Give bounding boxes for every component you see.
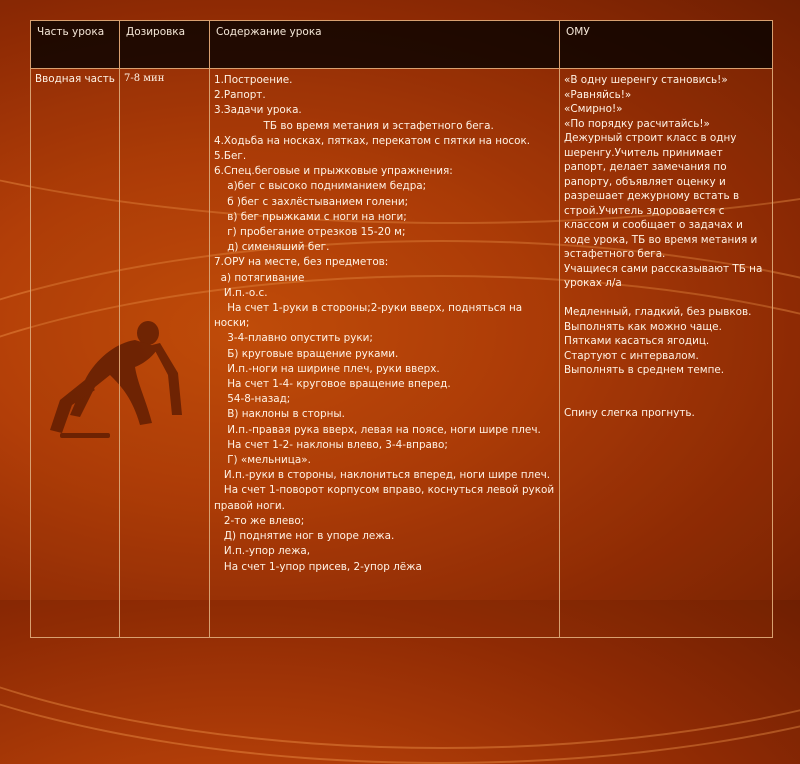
content-line: И.п.-о.с. xyxy=(214,286,268,299)
content-line: Б) круговые вращение руками. xyxy=(214,347,399,360)
content-line: Г) «мельница». xyxy=(214,454,311,467)
content-line: 6.Спец.беговые и прыжковые упражнения: xyxy=(214,165,453,178)
content-line: На счет 1-4- круговое вращение вперед. xyxy=(214,378,451,391)
table-row xyxy=(31,69,773,638)
content-line: На счет 1-руки в стороны;2-руки вверх, подняться на носки; xyxy=(214,302,526,330)
omu-command: «В одну шеренгу становись!» xyxy=(564,74,728,86)
content-line: 3.Задачи урока. xyxy=(214,104,302,117)
table-header-row xyxy=(31,21,773,69)
content-line: Д) поднятие ног в упоре лежа. xyxy=(214,530,395,543)
content-line: 1.Построение. xyxy=(214,74,293,86)
cell-part: Вводная часть xyxy=(31,69,120,638)
omu-command: «По порядку расчитайсь!» xyxy=(564,117,710,130)
omu-note-often: Выполнять как можно чаще. xyxy=(564,320,722,333)
omu-note-interval: Стартуют с интервалом. xyxy=(564,349,699,362)
content-line: ТБ во время метания и эстафетного бега. xyxy=(214,119,494,132)
omu-note-back: Спину слегка прогнуть. xyxy=(564,406,695,419)
content-line: 2-то же влево; xyxy=(214,514,305,527)
content-line: г) пробегание отрезков 15-20 м; xyxy=(214,226,406,239)
cell-omu xyxy=(560,69,773,638)
content-line: 5.Бег. xyxy=(214,150,247,163)
header-content: Содержание урока xyxy=(210,21,560,69)
content-line: б )бег с захлёстыванием голени; xyxy=(214,195,409,208)
cell-dose: 7-8 мин xyxy=(120,69,210,638)
header-omu: ОМУ xyxy=(560,21,773,69)
content-line: 54-8-назад; xyxy=(214,393,291,406)
content-line: 4.Ходьба на носках, пятках, перекатом с пятки на носок. xyxy=(214,134,531,147)
content-line: В) наклоны в сторны. xyxy=(214,408,345,421)
content-line: а)бег с высоко подниманием бедра; xyxy=(214,180,427,193)
content-line: 7.ОРУ на месте, без предметов: xyxy=(214,256,389,269)
header-dose: Дозировка xyxy=(120,21,210,69)
omu-note-intro: Дежурный строит класс в одну шеренгу.Учитель принимает рапорт, делает замечания по рапорту, объявляет оценку и разрешает дежурному встать в строй.Учитель здоровается с классом и сообщает о задачах и ходе урока, ТБ во время метания и эстафетного бега. xyxy=(564,132,761,260)
header-part: Часть урока xyxy=(31,21,120,69)
content-line: На счет 1-2- наклоны влево, 3-4-вправо; xyxy=(214,438,448,451)
omu-command: «Равняйсь!» xyxy=(564,88,632,101)
lesson-plan-table xyxy=(30,20,773,638)
omu-note-heels: Пятками касаться ягодиц. xyxy=(564,335,710,347)
content-line: На счет 1-упор присев, 2-упор лёжа xyxy=(214,560,422,573)
omu-note-tempo: Выполнять в среднем темпе. xyxy=(564,364,725,376)
content-line: д) сименяший бег. xyxy=(214,241,330,254)
content-line: а) потягивание xyxy=(214,271,305,284)
content-line: И.п.-упор лежа, xyxy=(214,545,311,558)
content-line: 3-4-плавно опустить руки; xyxy=(214,332,373,345)
omu-note-smooth: Медленный, гладкий, без рывков. xyxy=(564,306,752,318)
content-line: И.п.-правая рука вверх, левая на поясе, ноги шире плеч. xyxy=(214,423,541,436)
content-line: в) бег прыжками с ноги на ноги; xyxy=(214,210,407,223)
omu-note-tb: Учащиеся сами рассказывают ТБ на уроках л/а xyxy=(564,262,766,289)
omu-command: «Смирно!» xyxy=(564,103,623,115)
content-line: 2.Рапорт. xyxy=(214,89,266,102)
content-line: На счет 1-поворот корпусом вправо, коснуться левой рукой правой ноги. xyxy=(214,484,601,512)
content-line: И.п.-руки в стороны, наклониться вперед, ноги шире плеч. xyxy=(214,469,551,482)
content-line: И.п.-ноги на ширине плеч, руки вверх. xyxy=(214,362,440,375)
